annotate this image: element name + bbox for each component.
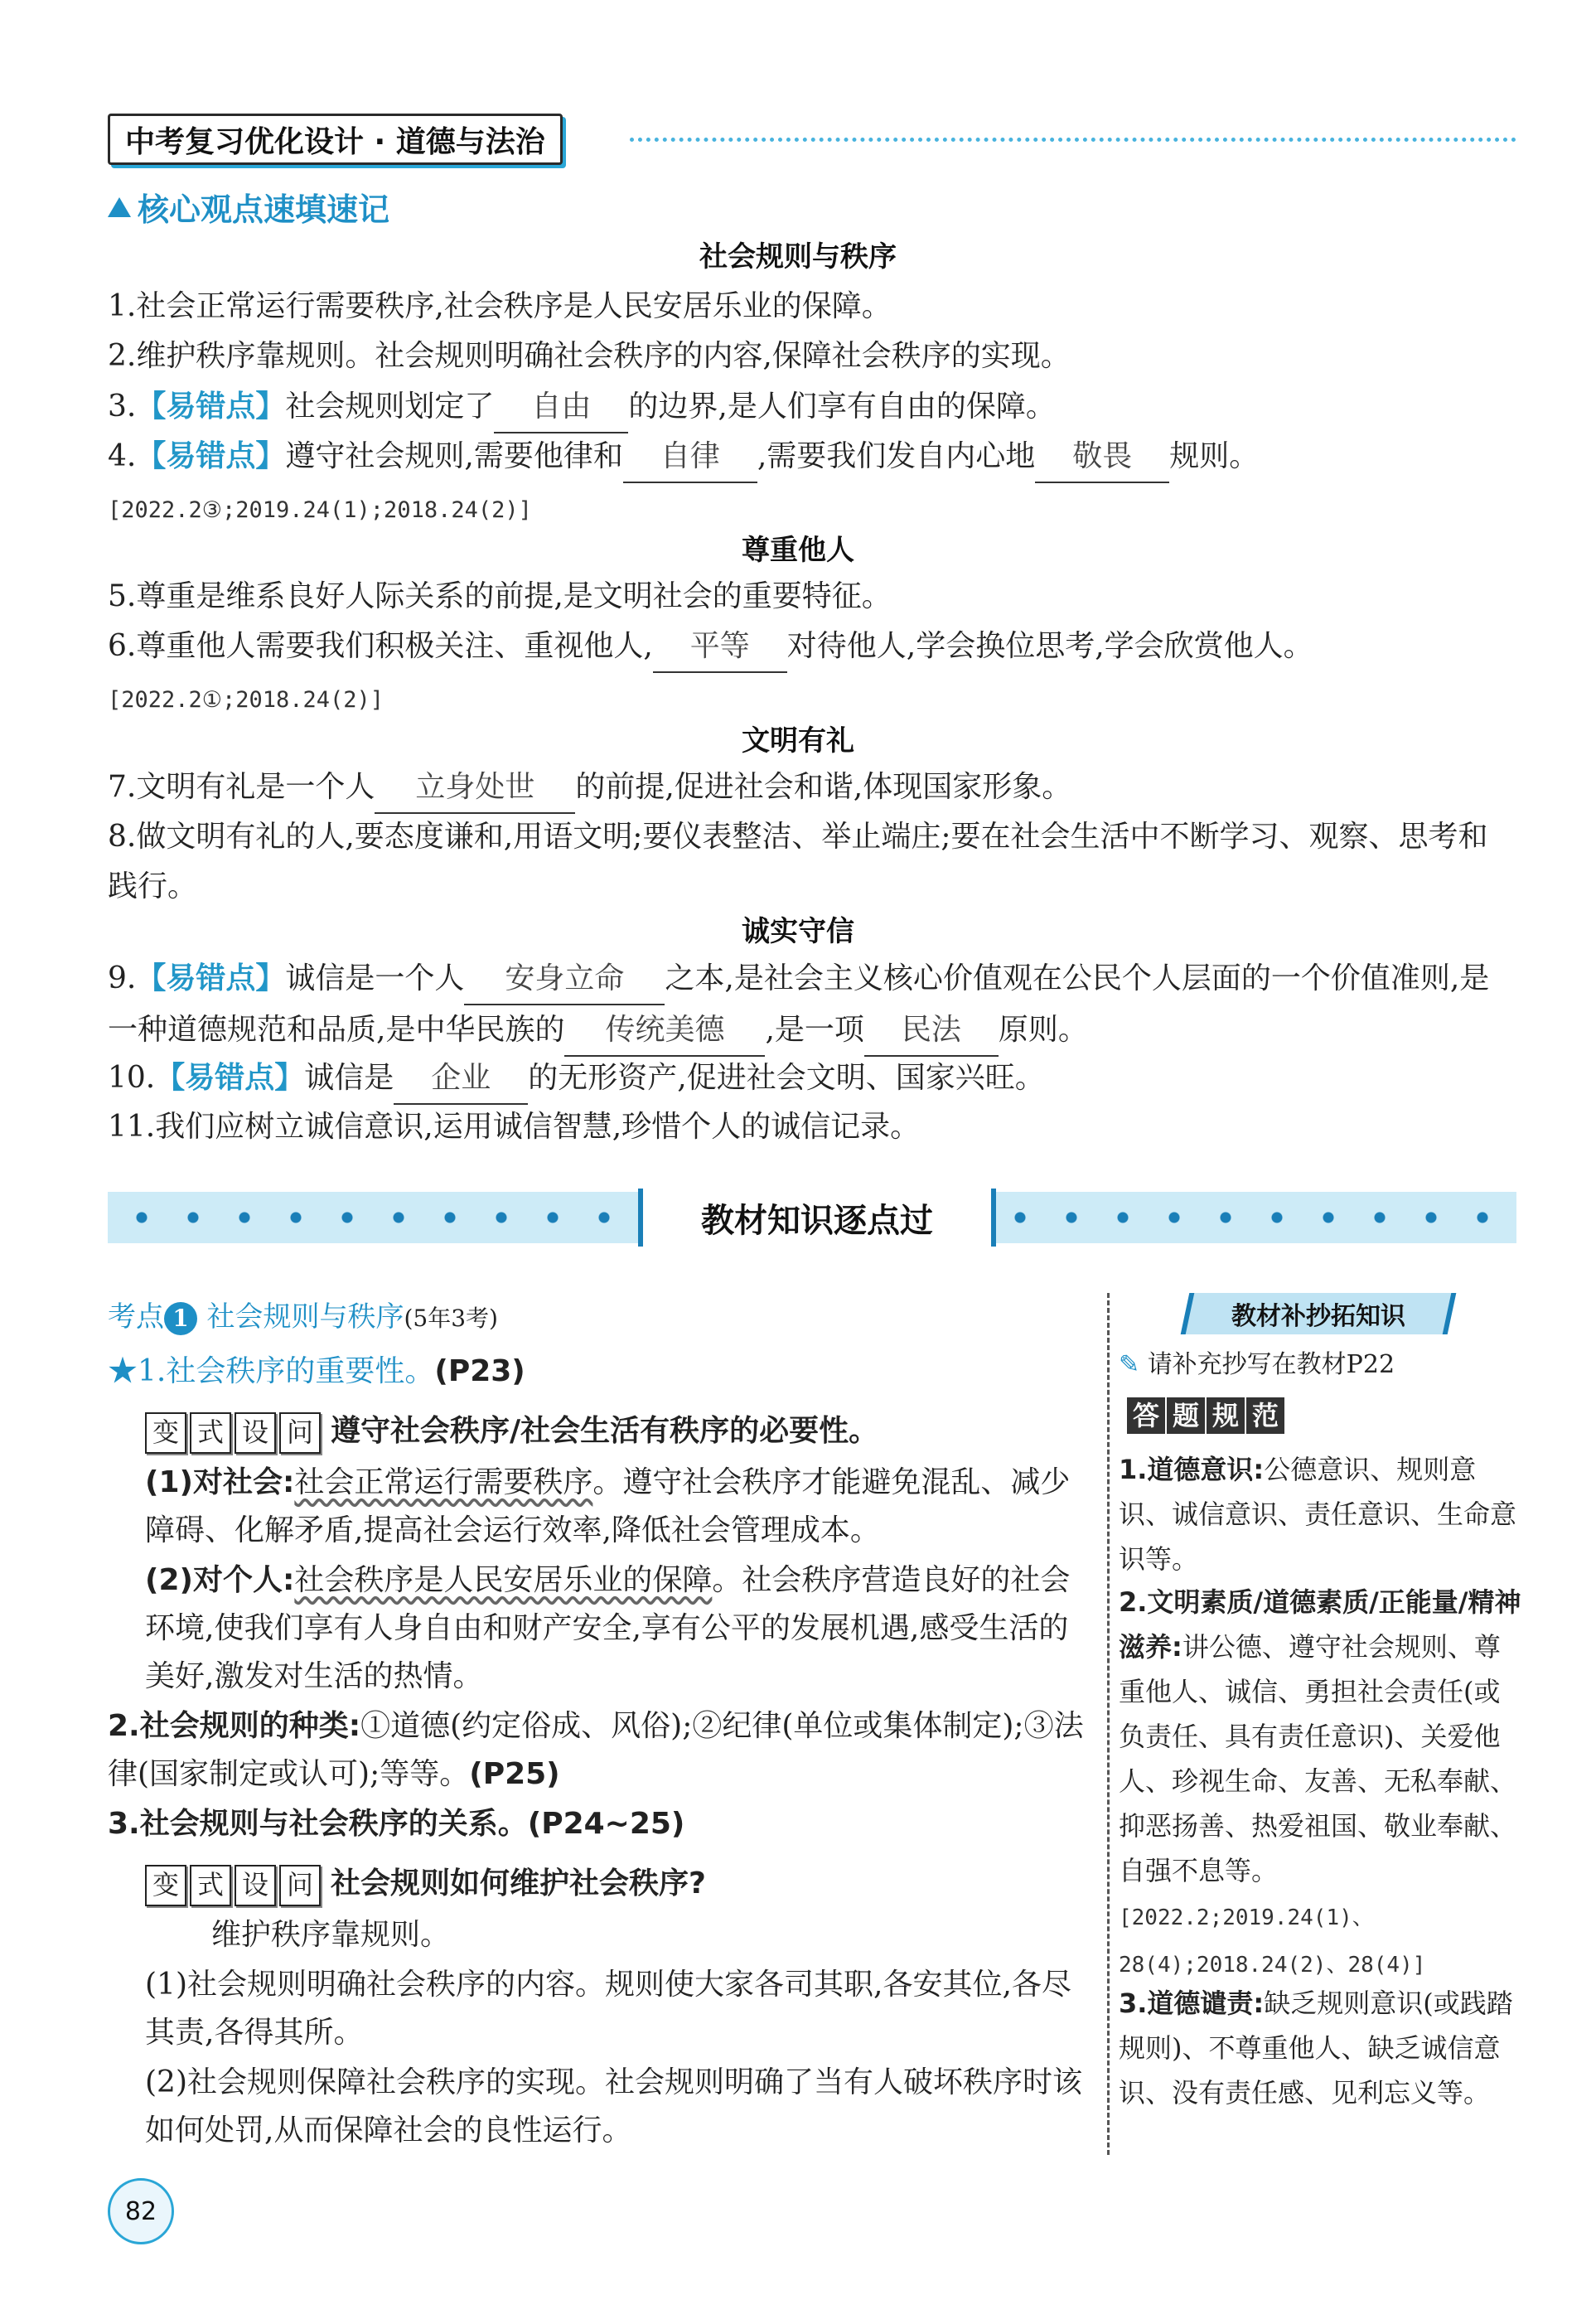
point-1-title: ★1.社会秩序的重要性。(P23): [108, 1354, 525, 1388]
error-tag: 【易错点】: [136, 438, 286, 473]
sidebar-item-3: 3.道德谴责:缺乏规则意识(或践踏规则)、不尊重他人、缺乏诚信意识、没有责任感、见利忘义等。: [1119, 1988, 1513, 2109]
triangle-icon: [108, 197, 131, 217]
point-3-title: 3.社会规则与社会秩序的关系。(P24~25): [108, 1807, 685, 1841]
group-heading-respect: 尊重他人: [742, 534, 854, 567]
blank-answer: 安身立命: [464, 954, 665, 1005]
header-dotted-rule: [630, 138, 1516, 142]
header-title: 中考复习优化设计 · 道德与法治: [108, 114, 563, 165]
section-title-core: [108, 184, 389, 230]
error-tag: 【易错点】: [155, 1060, 305, 1095]
kaodian-heading: 考点 1 社会规则与秩序(5年3考): [108, 1300, 498, 1334]
sidebar-hint: ✎ 请补充抄写在教材P22: [1119, 1350, 1395, 1379]
pencil-icon: ✎: [1119, 1350, 1140, 1379]
decorative-dots-icon: [116, 1203, 630, 1232]
star-icon: ★: [108, 1354, 138, 1388]
exam-reference: [2022.2①;2018.24(2)]: [108, 687, 384, 713]
error-tag: 【易错点】: [136, 961, 286, 995]
answer-4: (1)社会规则明确社会秩序的内容。规则使大家各司其职,各安其位,各尽其责,各得其所。: [145, 1968, 1071, 2050]
column-divider: [1107, 1293, 1110, 2155]
item-7: 7.文明有礼是一个人 立身处世 的前提,促进社会和谐,体现国家形象。: [108, 763, 1516, 814]
group-heading-rules: 社会规则与秩序: [699, 240, 897, 274]
decorative-dots-icon: [994, 1203, 1508, 1232]
sidebar-tag: 教材补抄拓知识: [1181, 1293, 1457, 1334]
item-5: 5.尊重是维系良好人际关系的前提,是文明社会的重要特征。: [108, 579, 892, 613]
question-1: 变 式 设 问 遵守社会秩序/社会生活有秩序的必要性。: [145, 1407, 1090, 1455]
blank-answer: 敬畏: [1035, 432, 1169, 483]
variant-question-badge: 变 式 设 问: [145, 1865, 324, 1906]
item-2: 2.维护秩序靠规则。社会规则明确社会秩序的内容,保障社会秩序的实现。: [108, 339, 1071, 373]
group-heading-honesty: 诚实守信: [742, 915, 854, 948]
point-2: 2.社会规则的种类:①道德(约定俗成、风俗);②纪律(单位或集体制定);③法律(国家制定或认可);等等。(P25): [108, 1709, 1084, 1791]
blank-answer: 自律: [623, 432, 757, 483]
item-6: 6.尊重他人需要我们积极关注、重视他人, 平等 对待他人,学会换位思考,学会欣赏他人。[2022.2①;2018.24(2)]: [108, 622, 1516, 725]
item-8: 8.做文明有礼的人,要态度谦和,用语文明;要仪表整洁、举止端庄;要在社会生活中不断学习、观察、思考和践行。: [108, 820, 1488, 903]
blank-answer: 平等: [653, 622, 787, 673]
variant-question-badge: 变 式 设 问: [145, 1412, 324, 1454]
group-heading-civility: 文明有礼: [742, 724, 854, 758]
sidebar-item-1: 1.道德意识:公德意识、规则意识、诚信意识、责任意识、生命意识等。: [1119, 1454, 1517, 1575]
answer-2: (2)对个人:社会秩序是人民安居乐业的保障。社会秩序营造良好的社会环境,使我们享有人身自由和财产安全,享有公平的发展机遇,感受生活的美好,激发对生活的热情。: [145, 1563, 1071, 1693]
answer-norm-badge: 答 题 规 范: [1127, 1397, 1286, 1434]
blank-answer: 传统美德: [564, 1005, 765, 1057]
error-tag: 【易错点】: [136, 389, 286, 424]
answer-3: 维护秩序靠规则。: [211, 1918, 451, 1952]
answer-5: (2)社会规则保障社会秩序的实现。社会规则明确了当有人破坏秩序时该如何处罚,从而保障社会的良性运行。: [145, 2065, 1082, 2147]
section-band: [108, 1192, 1516, 1243]
exam-reference: [2022.2③;2019.24(1);2018.24(2)]: [108, 497, 532, 523]
blank-answer: 自由: [494, 382, 628, 433]
blank-answer: 立身处世: [375, 763, 575, 814]
item-10: 10.【易错点】诚信是 企业 的无形资产,促进社会文明、国家兴旺。: [108, 1053, 1516, 1105]
item-3: 3.【易错点】社会规则划定了 自由 的边界,是人们享有自由的保障。: [108, 381, 1516, 433]
answer-1: (1)对社会:社会正常运行需要秩序。遵守社会秩序才能避免混乱、减少障碍、化解矛盾,提高社会运行效率,降低社会管理成本。: [145, 1465, 1071, 1547]
item-9: 9.【易错点】诚信是一个人 安身立命 之本,是社会主义核心价值观在公民个人层面的一个价值准则,是一种道德规范和品质,是中华民族的 传统美德 ,是一项 民法 原则。: [108, 953, 1516, 1057]
item-1: 1.社会正常运行需要秩序,社会秩序是人民安居乐业的保障。: [108, 289, 892, 323]
blank-answer: 民法: [864, 1005, 999, 1057]
band-title: 教材知识逐点过: [638, 1189, 996, 1247]
sidebar-item-2: 2.文明素质/道德素质/正能量/精神滋养:讲公德、遵守社会规则、尊重他人、诚信、勇担社会责任(或负责任、具有责任意识)、关爱他人、珍视生命、友善、无私奉献、抑恶扬善、热爱祖国、敬业奉献、自强不息等。[2022.2;2019.24(1)、28(4);2018.24(2)、28(4)]: [1119, 1586, 1521, 1978]
kaodian-number-badge: 1: [164, 1302, 197, 1335]
blank-answer: 企业: [394, 1053, 528, 1105]
section-title-text: 核心观点速填速记: [138, 191, 390, 228]
item-4: 4.【易错点】遵守社会规则,需要他律和 自律 ,需要我们发自内心地 敬畏 规则。[2022.2③;2019.24(1);2018.24(2)]: [108, 431, 1516, 535]
page-number: 82: [108, 2178, 174, 2244]
running-header: [108, 112, 563, 167]
question-2: 变 式 设 问 社会规则如何维护社会秩序?: [145, 1860, 1090, 1908]
item-11: 11.我们应树立诚信意识,运用诚信智慧,珍惜个人的诚信记录。: [108, 1110, 921, 1144]
